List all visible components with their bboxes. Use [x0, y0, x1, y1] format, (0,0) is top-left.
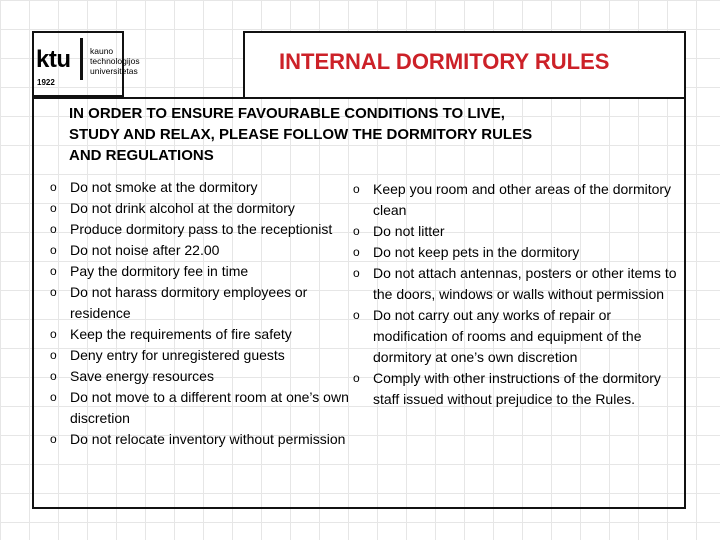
rule-item [353, 305, 686, 368]
rule-text: Do not keep pets in the dormitory [373, 244, 580, 260]
logo-name-line: universitetas [90, 66, 138, 76]
rule-item [353, 242, 686, 263]
rule-text: Do not move to a different room at one’s own discretion [70, 389, 349, 426]
rule-text: Do not litter [373, 223, 445, 239]
rule-text: Do not carry out any works of repair or modification of rooms and equipment of the dormitory at one’s own discretion [373, 307, 642, 365]
bullet-icon: o [50, 264, 57, 278]
bullet-icon: o [353, 308, 360, 322]
rule-text: Do not smoke at the dormitory [70, 179, 258, 195]
rule-text: Keep the requirements of fire safety [70, 326, 292, 342]
rule-item [50, 387, 350, 429]
rule-item [50, 282, 350, 324]
intro-line: AND REGULATIONS [69, 147, 214, 164]
rule-item [353, 179, 686, 221]
bullet-icon: o [50, 432, 57, 446]
bullet-icon: o [50, 327, 57, 341]
bullet-icon: o [50, 243, 57, 257]
bullet-icon: o [353, 266, 360, 280]
rule-item [353, 221, 686, 242]
bullet-icon: o [50, 285, 57, 299]
logo-name-line: technologijos [90, 56, 140, 66]
rule-item [353, 263, 686, 305]
rule-item [50, 366, 350, 387]
rule-item [50, 240, 350, 261]
bullet-icon: o [50, 348, 57, 362]
rule-text: Do not noise after 22.00 [70, 242, 220, 258]
rule-item [50, 198, 350, 219]
rule-text: Do not attach antennas, posters or other items to the doors, windows or walls without permission [373, 265, 677, 302]
logo-wordmark: ktu [36, 46, 71, 73]
rule-text: Save energy resources [70, 368, 214, 384]
rule-text: Do not drink alcohol at the dormitory [70, 200, 295, 216]
rule-item [50, 261, 350, 282]
left-rules-list [50, 177, 350, 450]
bullet-icon: o [50, 222, 57, 236]
rule-text: Produce dormitory pass to the receptionist [70, 221, 333, 237]
rule-item [50, 219, 350, 240]
bullet-icon: o [353, 182, 360, 196]
logo-university-name [90, 46, 140, 76]
logo-year: 1922 [37, 78, 55, 87]
rule-item [353, 368, 686, 410]
rule-text: Do not harass dormitory employees or residence [70, 284, 308, 321]
rule-text: Pay the dormitory fee in time [70, 263, 249, 279]
rule-text: Do not relocate inventory without permission [70, 431, 346, 447]
logo-divider [80, 38, 83, 80]
bullet-icon: o [50, 369, 57, 383]
rule-text: Deny entry for unregistered guests [70, 347, 285, 363]
right-rules-list [353, 179, 686, 410]
rule-text: Keep you room and other areas of the dormitory clean [373, 181, 672, 218]
intro-heading [69, 103, 639, 166]
rule-item [50, 324, 350, 345]
bullet-icon: o [50, 201, 57, 215]
page-title: INTERNAL DORMITORY RULES [279, 49, 610, 74]
intro-line: STUDY AND RELAX, PLEASE FOLLOW THE DORMITORY RULES [69, 126, 533, 143]
bullet-icon: o [50, 180, 57, 194]
rule-item [50, 429, 350, 450]
rule-item [50, 177, 350, 198]
bullet-icon: o [50, 390, 57, 404]
bullet-icon: o [353, 371, 360, 385]
bullet-icon: o [353, 224, 360, 238]
rule-text: Comply with other instructions of the dormitory staff issued without prejudice to the Rules. [373, 370, 661, 407]
intro-line: IN ORDER TO ENSURE FAVOURABLE CONDITIONS TO LIVE, [69, 105, 505, 122]
bullet-icon: o [353, 245, 360, 259]
logo-name-line: kauno [90, 46, 114, 56]
rule-item [50, 345, 350, 366]
